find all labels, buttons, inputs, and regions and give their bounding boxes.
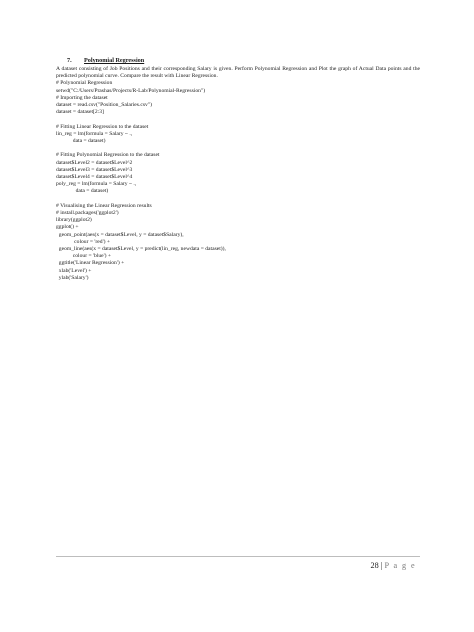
blank-line	[56, 145, 420, 152]
footer-separator: |	[380, 561, 383, 570]
code-line: library(ggplot2)	[56, 217, 92, 224]
section-title: Polynomial Regression	[84, 57, 145, 64]
code-line: data = dataset)	[56, 188, 109, 195]
code-line: ggplot() +	[56, 224, 79, 231]
code-line: colour = 'blue') +	[56, 253, 112, 260]
code-block	[56, 80, 420, 282]
code-line: dataset$Level4 = dataset$Level^4	[56, 174, 133, 181]
blank-line	[56, 116, 420, 123]
code-line: dataset$Level3 = dataset$Level^3	[56, 166, 133, 173]
code-line: colour = 'red') +	[56, 238, 110, 245]
code-line: dataset = dataset[2:3]	[56, 109, 104, 116]
code-comment: # Polynomial Regression	[56, 80, 113, 87]
code-comment: # Visualising the Linear Regression results	[56, 202, 152, 209]
code-line: data = dataset)	[56, 138, 106, 145]
page-footer	[371, 561, 416, 570]
footer-divider	[56, 556, 420, 557]
code-line: ylab('Salary')	[56, 274, 89, 281]
code-comment: # Importing the dataset	[56, 94, 108, 101]
code-line: geom_point(aes(x = dataset$Level, y = dataset$Salary),	[56, 231, 184, 238]
code-line: poly_reg = lm(formula = Salary ~ .,	[56, 181, 137, 188]
code-line: dataset$Level2 = dataset$Level^2	[56, 159, 133, 166]
page-number: 28	[370, 561, 379, 570]
code-line: dataset = read.csv("Position_Salaries.csv")	[56, 102, 152, 109]
code-comment: # install.packages('ggplot2')	[56, 210, 119, 217]
section-number: 7.	[67, 57, 72, 64]
page-label: P a g e	[384, 561, 416, 570]
problem-statement: A dataset consisting of Job Positions and their corresponding Salary is given. Perform Polynomial Regression and Plot the graph of Actual Data points and the predicted polynomial curve. Compare the result with Linear Regression.	[56, 66, 420, 80]
code-comment: # Fitting Linear Regression to the dataset	[56, 123, 149, 130]
code-line: geom_line(aes(x = dataset$Level, y = predict(lin_reg, newdata = dataset)),	[56, 246, 226, 253]
page-content	[56, 57, 420, 282]
blank-line	[56, 196, 420, 203]
code-comment: # Fitting Polynomial Regression to the dataset	[56, 152, 160, 159]
section-heading	[56, 57, 420, 65]
code-line: xlab('Level') +	[56, 267, 92, 274]
code-line: lin_reg = lm(formula = Salary ~ .,	[56, 130, 133, 137]
code-line: ggtitle('Linear Regression') +	[56, 260, 125, 267]
code-line: setwd("C:/Users/Prashas/Projects/R-Lab/Polynomial-Regression")	[56, 87, 206, 94]
